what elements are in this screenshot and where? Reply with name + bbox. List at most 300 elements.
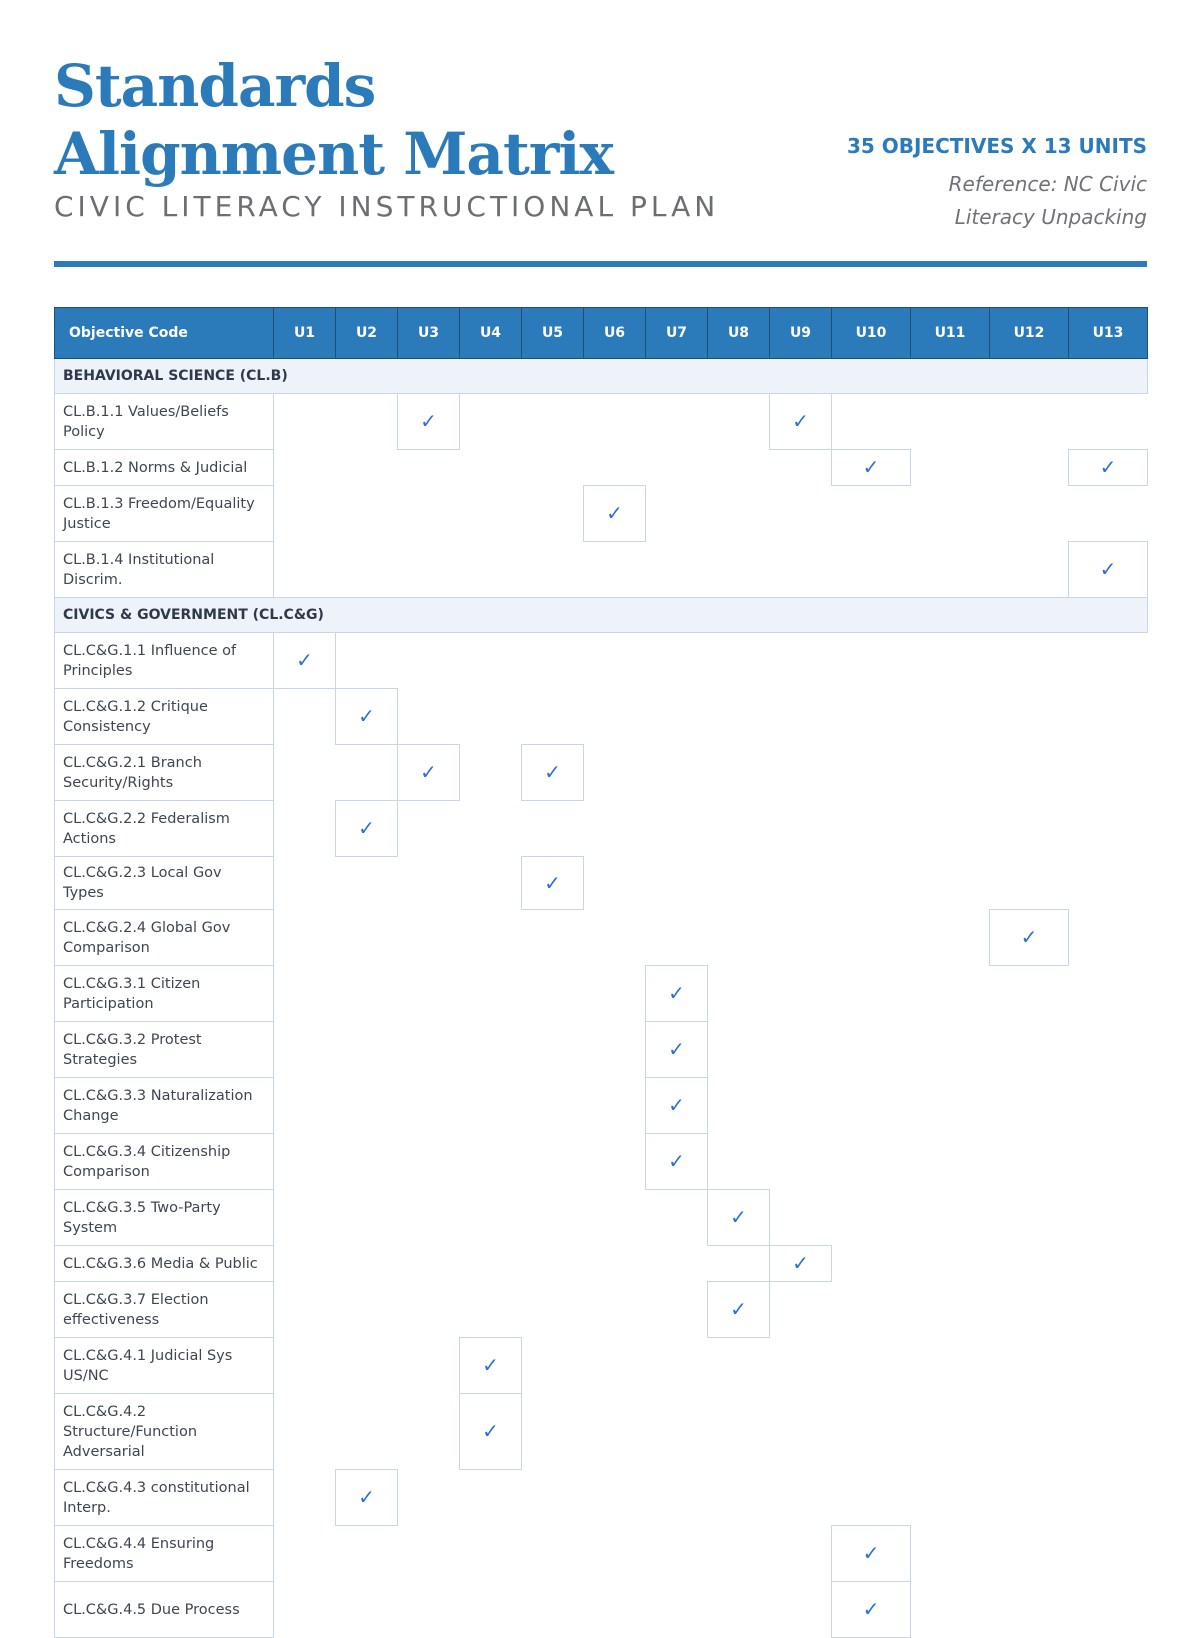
objective-row xyxy=(55,1190,1148,1246)
empty-cell xyxy=(708,1582,770,1638)
empty-cell xyxy=(770,1282,832,1338)
objective-row xyxy=(55,1526,1148,1582)
empty-cell xyxy=(770,1526,832,1582)
empty-cell xyxy=(522,486,584,542)
check-icon: ✓ xyxy=(646,1078,708,1134)
check-icon: ✓ xyxy=(832,1526,911,1582)
empty-cell xyxy=(1069,1338,1148,1394)
empty-cell xyxy=(832,633,911,689)
empty-cell xyxy=(708,542,770,598)
empty-cell xyxy=(274,1022,336,1078)
empty-cell xyxy=(911,1526,990,1582)
empty-cell xyxy=(274,857,336,910)
empty-cell xyxy=(584,801,646,857)
empty-cell xyxy=(584,1338,646,1394)
objective-code: CL.B.1.2 Norms & Judicial xyxy=(55,450,274,486)
empty-cell xyxy=(460,1470,522,1526)
objective-row xyxy=(55,689,1148,745)
empty-cell xyxy=(584,966,646,1022)
unit-header: U10 xyxy=(832,308,911,359)
objective-row xyxy=(55,1470,1148,1526)
empty-cell xyxy=(832,1190,911,1246)
empty-cell xyxy=(1069,1394,1148,1470)
section-label: CIVICS & GOVERNMENT (CL.C&G) xyxy=(55,598,1148,633)
empty-cell xyxy=(911,857,990,910)
check-icon: ✓ xyxy=(336,689,398,745)
empty-cell xyxy=(274,1470,336,1526)
empty-cell xyxy=(522,542,584,598)
empty-cell xyxy=(336,1338,398,1394)
matrix-body xyxy=(55,359,1148,1638)
empty-cell xyxy=(770,1078,832,1134)
empty-cell xyxy=(522,1338,584,1394)
empty-cell xyxy=(274,966,336,1022)
empty-cell xyxy=(990,1134,1069,1190)
page-subtitle: CIVIC LITERACY INSTRUCTIONAL PLAN xyxy=(54,190,720,223)
objective-code: CL.C&G.3.5 Two-Party System xyxy=(55,1190,274,1246)
empty-cell xyxy=(832,542,911,598)
empty-cell xyxy=(832,857,911,910)
empty-cell xyxy=(398,1134,460,1190)
empty-cell xyxy=(398,910,460,966)
empty-cell xyxy=(274,450,336,486)
objective-row xyxy=(55,486,1148,542)
unit-header: U2 xyxy=(336,308,398,359)
empty-cell xyxy=(584,1470,646,1526)
empty-cell xyxy=(911,910,990,966)
unit-header: U9 xyxy=(770,308,832,359)
empty-cell xyxy=(398,1582,460,1638)
empty-cell xyxy=(911,1190,990,1246)
empty-cell xyxy=(584,1394,646,1470)
objective-code: CL.C&G.4.1 Judicial Sys US/NC xyxy=(55,1338,274,1394)
empty-cell xyxy=(336,633,398,689)
empty-cell xyxy=(646,1470,708,1526)
empty-cell xyxy=(336,450,398,486)
empty-cell xyxy=(832,1246,911,1282)
objective-code-header: Objective Code xyxy=(55,308,274,359)
empty-cell xyxy=(1069,1190,1148,1246)
empty-cell xyxy=(584,1078,646,1134)
empty-cell xyxy=(460,1190,522,1246)
empty-cell xyxy=(832,486,911,542)
empty-cell xyxy=(646,486,708,542)
objective-row xyxy=(55,1134,1148,1190)
empty-cell xyxy=(584,689,646,745)
empty-cell xyxy=(646,1282,708,1338)
empty-cell xyxy=(460,910,522,966)
empty-cell xyxy=(646,689,708,745)
empty-cell xyxy=(336,857,398,910)
objective-row xyxy=(55,1246,1148,1282)
empty-cell xyxy=(584,857,646,910)
empty-cell xyxy=(584,1282,646,1338)
objective-row xyxy=(55,745,1148,801)
objective-row xyxy=(55,1338,1148,1394)
empty-cell xyxy=(646,910,708,966)
check-icon: ✓ xyxy=(832,1582,911,1638)
empty-cell xyxy=(336,910,398,966)
empty-cell xyxy=(832,1470,911,1526)
objective-row xyxy=(55,450,1148,486)
empty-cell xyxy=(398,1338,460,1394)
check-icon: ✓ xyxy=(336,1470,398,1526)
empty-cell xyxy=(522,633,584,689)
empty-cell xyxy=(398,450,460,486)
empty-cell xyxy=(770,542,832,598)
section-row xyxy=(55,359,1148,394)
empty-cell xyxy=(770,966,832,1022)
empty-cell xyxy=(708,1338,770,1394)
empty-cell xyxy=(1069,1078,1148,1134)
empty-cell xyxy=(646,857,708,910)
empty-cell xyxy=(460,1526,522,1582)
empty-cell xyxy=(708,1078,770,1134)
unit-header: U11 xyxy=(911,308,990,359)
empty-cell xyxy=(1069,1470,1148,1526)
empty-cell xyxy=(990,633,1069,689)
empty-cell xyxy=(398,801,460,857)
empty-cell xyxy=(832,1134,911,1190)
empty-cell xyxy=(708,1394,770,1470)
check-icon: ✓ xyxy=(770,1246,832,1282)
empty-cell xyxy=(911,486,990,542)
empty-cell xyxy=(584,1134,646,1190)
empty-cell xyxy=(911,394,990,450)
empty-cell xyxy=(584,394,646,450)
empty-cell xyxy=(274,486,336,542)
empty-cell xyxy=(646,1338,708,1394)
empty-cell xyxy=(770,745,832,801)
empty-cell xyxy=(770,1190,832,1246)
objective-code: CL.B.1.4 Institutional Discrim. xyxy=(55,542,274,598)
empty-cell xyxy=(990,1338,1069,1394)
empty-cell xyxy=(274,1246,336,1282)
empty-cell xyxy=(990,801,1069,857)
empty-cell xyxy=(1069,633,1148,689)
empty-cell xyxy=(646,394,708,450)
unit-header: U3 xyxy=(398,308,460,359)
empty-cell xyxy=(584,1526,646,1582)
check-icon: ✓ xyxy=(708,1190,770,1246)
check-icon: ✓ xyxy=(460,1338,522,1394)
empty-cell xyxy=(398,1526,460,1582)
objective-code: CL.C&G.2.1 Branch Security/Rights xyxy=(55,745,274,801)
empty-cell xyxy=(584,910,646,966)
empty-cell xyxy=(990,1394,1069,1470)
empty-cell xyxy=(336,1246,398,1282)
empty-cell xyxy=(522,1022,584,1078)
empty-cell xyxy=(646,801,708,857)
empty-cell xyxy=(990,857,1069,910)
empty-cell xyxy=(990,1022,1069,1078)
reference-note: Reference: NC Civic Literacy Unpacking xyxy=(948,172,1147,229)
section-row xyxy=(55,598,1148,633)
objective-code: CL.C&G.4.3 constitutional Interp. xyxy=(55,1470,274,1526)
empty-cell xyxy=(770,1134,832,1190)
empty-cell xyxy=(398,1282,460,1338)
empty-cell xyxy=(832,801,911,857)
check-icon: ✓ xyxy=(460,1394,522,1470)
empty-cell xyxy=(708,689,770,745)
empty-cell xyxy=(911,1338,990,1394)
empty-cell xyxy=(911,1282,990,1338)
empty-cell xyxy=(336,394,398,450)
empty-cell xyxy=(1069,394,1148,450)
empty-cell xyxy=(336,1282,398,1338)
empty-cell xyxy=(336,1078,398,1134)
unit-header: U13 xyxy=(1069,308,1148,359)
empty-cell xyxy=(708,394,770,450)
empty-cell xyxy=(832,1282,911,1338)
empty-cell xyxy=(336,745,398,801)
objective-row xyxy=(55,910,1148,966)
objective-code: CL.B.1.3 Freedom/Equality Justice xyxy=(55,486,274,542)
empty-cell xyxy=(646,1246,708,1282)
check-icon: ✓ xyxy=(398,745,460,801)
objective-row xyxy=(55,394,1148,450)
empty-cell xyxy=(460,486,522,542)
empty-cell xyxy=(770,450,832,486)
empty-cell xyxy=(336,486,398,542)
objective-code: CL.C&G.3.3 Naturalization Change xyxy=(55,1078,274,1134)
empty-cell xyxy=(584,1246,646,1282)
empty-cell xyxy=(460,1282,522,1338)
empty-cell xyxy=(522,1526,584,1582)
empty-cell xyxy=(911,542,990,598)
empty-cell xyxy=(990,966,1069,1022)
empty-cell xyxy=(460,1078,522,1134)
empty-cell xyxy=(522,689,584,745)
objective-code: CL.C&G.3.1 Citizen Participation xyxy=(55,966,274,1022)
alignment-matrix xyxy=(54,307,1148,1638)
empty-cell xyxy=(398,1022,460,1078)
objective-code: CL.C&G.3.4 Citizenship Comparison xyxy=(55,1134,274,1190)
empty-cell xyxy=(460,745,522,801)
empty-cell xyxy=(522,1582,584,1638)
empty-cell xyxy=(274,801,336,857)
empty-cell xyxy=(990,542,1069,598)
empty-cell xyxy=(460,801,522,857)
empty-cell xyxy=(398,486,460,542)
empty-cell xyxy=(990,1190,1069,1246)
empty-cell xyxy=(911,801,990,857)
objective-code: CL.C&G.3.6 Media & Public xyxy=(55,1246,274,1282)
empty-cell xyxy=(274,1338,336,1394)
empty-cell xyxy=(770,910,832,966)
check-icon: ✓ xyxy=(522,857,584,910)
empty-cell xyxy=(584,1022,646,1078)
empty-cell xyxy=(522,450,584,486)
empty-cell xyxy=(708,1134,770,1190)
empty-cell xyxy=(1069,857,1148,910)
empty-cell xyxy=(274,1394,336,1470)
empty-cell xyxy=(460,394,522,450)
empty-cell xyxy=(336,1022,398,1078)
objective-row xyxy=(55,1078,1148,1134)
empty-cell xyxy=(990,394,1069,450)
empty-cell xyxy=(460,633,522,689)
objective-row xyxy=(55,633,1148,689)
empty-cell xyxy=(522,966,584,1022)
empty-cell xyxy=(646,542,708,598)
empty-cell xyxy=(398,689,460,745)
check-icon: ✓ xyxy=(336,801,398,857)
empty-cell xyxy=(1069,486,1148,542)
empty-cell xyxy=(460,542,522,598)
empty-cell xyxy=(398,857,460,910)
empty-cell xyxy=(522,1190,584,1246)
empty-cell xyxy=(398,966,460,1022)
empty-cell xyxy=(274,910,336,966)
empty-cell xyxy=(911,745,990,801)
empty-cell xyxy=(336,1526,398,1582)
empty-cell xyxy=(1069,1282,1148,1338)
empty-cell xyxy=(990,1526,1069,1582)
empty-cell xyxy=(398,1394,460,1470)
empty-cell xyxy=(1069,1022,1148,1078)
empty-cell xyxy=(646,1582,708,1638)
empty-cell xyxy=(770,1338,832,1394)
objective-row xyxy=(55,1282,1148,1338)
empty-cell xyxy=(584,1190,646,1246)
empty-cell xyxy=(708,486,770,542)
empty-cell xyxy=(398,1190,460,1246)
check-icon: ✓ xyxy=(770,394,832,450)
matrix-header-row xyxy=(55,308,1148,359)
empty-cell xyxy=(460,966,522,1022)
empty-cell xyxy=(398,1470,460,1526)
empty-cell xyxy=(911,966,990,1022)
empty-cell xyxy=(522,1394,584,1470)
unit-header: U6 xyxy=(584,308,646,359)
objective-code: CL.B.1.1 Values/Beliefs Policy xyxy=(55,394,274,450)
empty-cell xyxy=(911,1134,990,1190)
check-icon: ✓ xyxy=(708,1282,770,1338)
empty-cell xyxy=(832,1394,911,1470)
empty-cell xyxy=(398,1078,460,1134)
empty-cell xyxy=(911,1246,990,1282)
empty-cell xyxy=(336,1134,398,1190)
empty-cell xyxy=(336,1582,398,1638)
empty-cell xyxy=(990,1246,1069,1282)
empty-cell xyxy=(832,689,911,745)
empty-cell xyxy=(770,1582,832,1638)
empty-cell xyxy=(274,1582,336,1638)
objective-code: CL.C&G.3.2 Protest Strategies xyxy=(55,1022,274,1078)
empty-cell xyxy=(274,745,336,801)
empty-cell xyxy=(911,689,990,745)
empty-cell xyxy=(708,910,770,966)
check-icon: ✓ xyxy=(398,394,460,450)
check-icon: ✓ xyxy=(522,745,584,801)
empty-cell xyxy=(584,633,646,689)
empty-cell xyxy=(274,1078,336,1134)
empty-cell xyxy=(274,1282,336,1338)
unit-header: U5 xyxy=(522,308,584,359)
check-icon: ✓ xyxy=(584,486,646,542)
empty-cell xyxy=(832,394,911,450)
empty-cell xyxy=(770,1394,832,1470)
empty-cell xyxy=(522,1134,584,1190)
empty-cell xyxy=(708,801,770,857)
objective-row xyxy=(55,966,1148,1022)
objective-code: CL.C&G.2.2 Federalism Actions xyxy=(55,801,274,857)
empty-cell xyxy=(460,857,522,910)
check-icon: ✓ xyxy=(646,1022,708,1078)
empty-cell xyxy=(274,1526,336,1582)
empty-cell xyxy=(770,486,832,542)
empty-cell xyxy=(646,450,708,486)
page-title: Standards Alignment Matrix xyxy=(54,52,613,188)
empty-cell xyxy=(911,1582,990,1638)
empty-cell xyxy=(274,1134,336,1190)
objective-code: CL.C&G.4.5 Due Process xyxy=(55,1582,274,1638)
empty-cell xyxy=(398,1246,460,1282)
empty-cell xyxy=(911,633,990,689)
empty-cell xyxy=(398,633,460,689)
empty-cell xyxy=(708,1470,770,1526)
empty-cell xyxy=(990,745,1069,801)
empty-cell xyxy=(911,1394,990,1470)
empty-cell xyxy=(522,394,584,450)
objective-row xyxy=(55,1394,1148,1470)
empty-cell xyxy=(522,1470,584,1526)
empty-cell xyxy=(770,1470,832,1526)
empty-cell xyxy=(911,1078,990,1134)
empty-cell xyxy=(460,450,522,486)
empty-cell xyxy=(460,1582,522,1638)
empty-cell xyxy=(708,1526,770,1582)
unit-header: U12 xyxy=(990,308,1069,359)
check-icon: ✓ xyxy=(646,1134,708,1190)
objective-code: CL.C&G.1.2 Critique Consistency xyxy=(55,689,274,745)
empty-cell xyxy=(522,1282,584,1338)
empty-cell xyxy=(584,450,646,486)
objective-count: 35 OBJECTIVES X 13 UNITS xyxy=(846,134,1147,158)
empty-cell xyxy=(522,1078,584,1134)
empty-cell xyxy=(584,542,646,598)
empty-cell xyxy=(832,1078,911,1134)
summary-block xyxy=(847,134,1147,234)
empty-cell xyxy=(832,966,911,1022)
empty-cell xyxy=(460,1246,522,1282)
empty-cell xyxy=(708,450,770,486)
empty-cell xyxy=(990,486,1069,542)
empty-cell xyxy=(911,1022,990,1078)
empty-cell xyxy=(336,966,398,1022)
empty-cell xyxy=(274,394,336,450)
empty-cell xyxy=(708,1246,770,1282)
check-icon: ✓ xyxy=(990,910,1069,966)
unit-header: U4 xyxy=(460,308,522,359)
objective-row xyxy=(55,857,1148,910)
section-label: BEHAVIORAL SCIENCE (CL.B) xyxy=(55,359,1148,394)
empty-cell xyxy=(911,1470,990,1526)
empty-cell xyxy=(460,1022,522,1078)
empty-cell xyxy=(1069,1582,1148,1638)
check-icon: ✓ xyxy=(274,633,336,689)
empty-cell xyxy=(646,745,708,801)
empty-cell xyxy=(990,450,1069,486)
empty-cell xyxy=(1069,1526,1148,1582)
empty-cell xyxy=(522,910,584,966)
empty-cell xyxy=(274,542,336,598)
unit-header: U1 xyxy=(274,308,336,359)
empty-cell xyxy=(770,689,832,745)
empty-cell xyxy=(990,1282,1069,1338)
empty-cell xyxy=(990,1078,1069,1134)
